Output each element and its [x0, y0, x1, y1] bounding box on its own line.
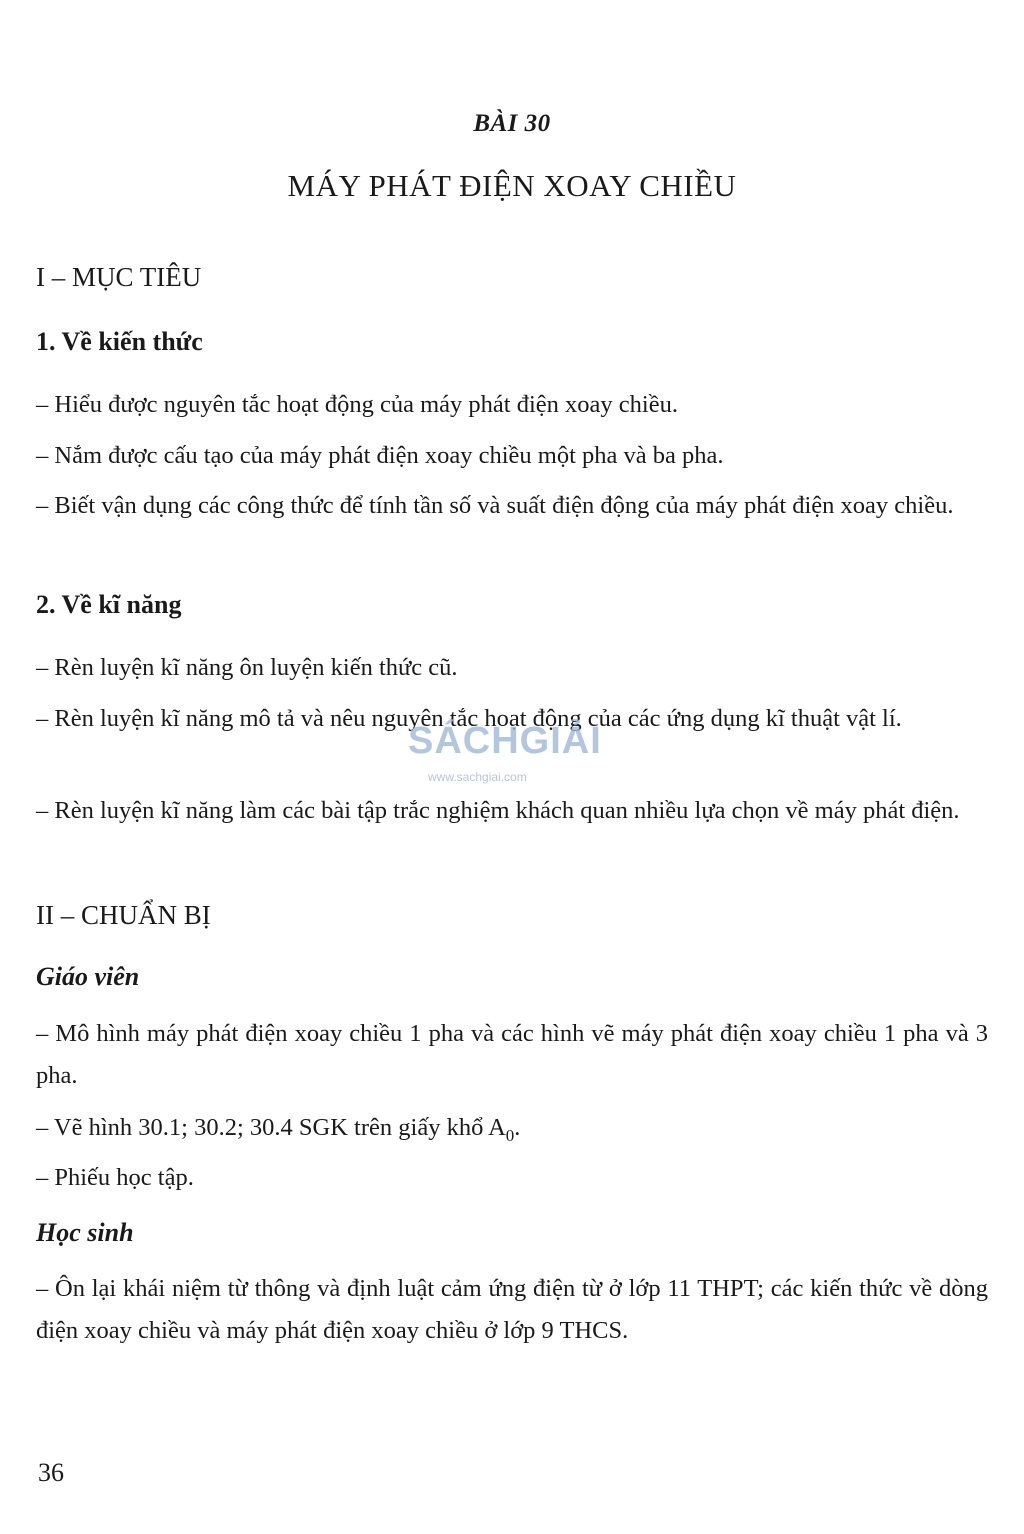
subheading-student: Học sinh: [36, 1218, 134, 1247]
page-number: 36: [38, 1458, 64, 1487]
skill-item: – Rèn luyện kĩ năng làm các bài tập trắc nghiệm khách quan nhiều lựa chọn về máy phát điện.: [36, 797, 960, 824]
skill-item: – Rèn luyện kĩ năng mô tả và nêu nguyên tắc hoạt động của các ứng dụng kĩ thuật vật lí.: [36, 705, 902, 732]
watermark-logo: [408, 718, 618, 788]
section-heading-objectives: I – MỤC TIÊU: [36, 262, 202, 292]
section-heading-preparation: II – CHUẨN BỊ: [36, 900, 211, 930]
teacher-item: [36, 1107, 988, 1157]
subheading-teacher: Giáo viên: [36, 962, 140, 991]
student-item: – Ôn lại khái niệm từ thông và định luật cảm ứng điện từ ở lớp 11 THPT; các kiến thức về dòng điện xoay chiều và máy phát điện xoay chiều ở lớp 9 THCS.: [36, 1275, 988, 1344]
knowledge-item: – Biết vận dụng các công thức để tính tần số và suất điện động của máy phát điện xoay chiều.: [36, 492, 954, 519]
sentence-period: .: [514, 1114, 521, 1141]
subheading-knowledge: 1. Về kiến thức: [36, 327, 203, 356]
skill-item: – Rèn luyện kĩ năng ôn luyện kiến thức cũ.: [36, 654, 458, 681]
knowledge-item: – Nắm được cấu tạo của máy phát điện xoay chiều một pha và ba pha.: [36, 442, 724, 469]
watermark-text: SÁCHGIẢI: [408, 720, 602, 762]
teacher-item: – Phiếu học tập.: [36, 1164, 194, 1191]
lesson-number: BÀI 30: [473, 110, 551, 137]
knowledge-item: – Hiểu được nguyên tắc hoạt động của máy phát điện xoay chiều.: [36, 391, 678, 418]
subscript-zero: 0: [505, 1125, 515, 1145]
watermark-url: www.sachgiai.com: [428, 770, 527, 784]
subheading-skills: 2. Về kĩ năng: [36, 590, 182, 619]
teacher-item-text: – Vẽ hình 30.1; 30.2; 30.4 SGK trên giấy khổ A: [36, 1114, 506, 1141]
lesson-title: MÁY PHÁT ĐIỆN XOAY CHIỀU: [287, 168, 737, 203]
teacher-item: – Mô hình máy phát điện xoay chiều 1 pha và các hình vẽ máy phát điện xoay chiều 1 pha và 3 pha.: [36, 1020, 988, 1089]
